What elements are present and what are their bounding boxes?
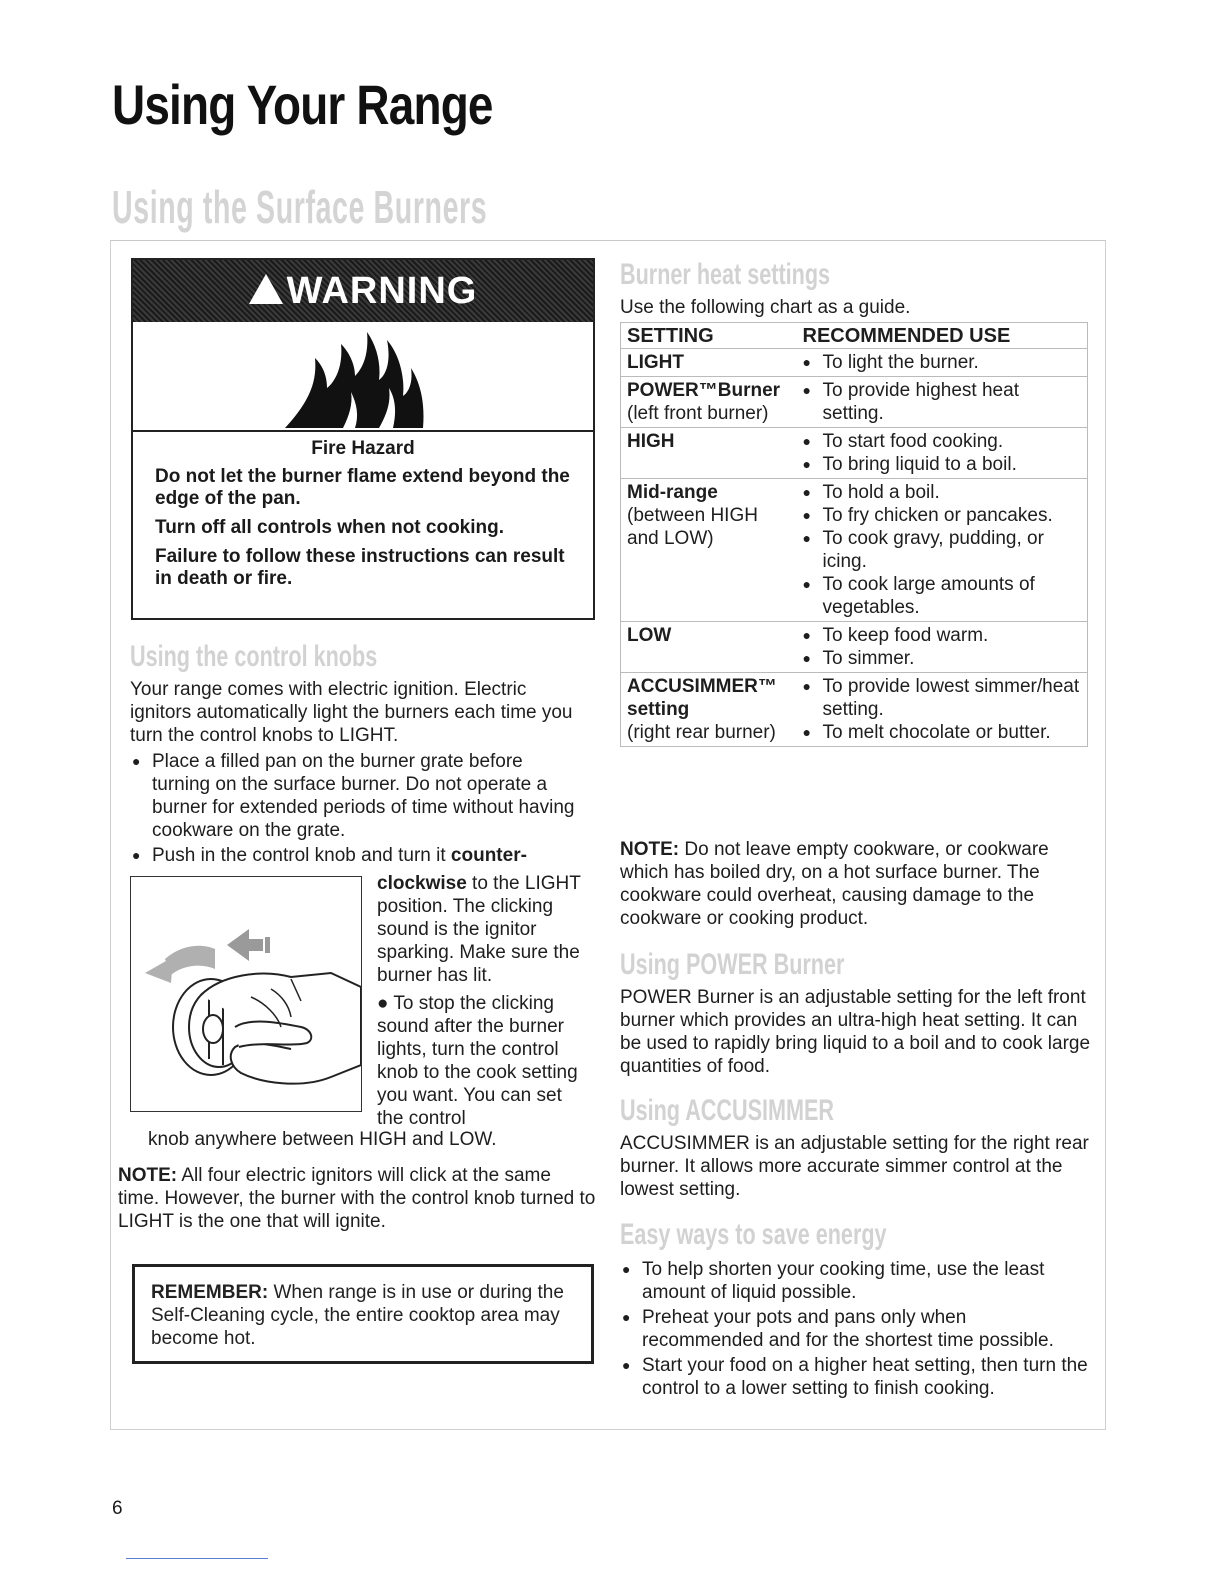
list-item: ● To keep food warm.	[803, 624, 1082, 647]
warning-icon-area	[133, 322, 593, 432]
use-cell	[797, 479, 1088, 622]
list-item: ● To start food cooking.	[803, 430, 1082, 453]
list-item: ● To cook gravy, pudding, or icing.	[803, 527, 1082, 573]
column-header-setting: SETTING	[621, 323, 797, 349]
use-list	[803, 481, 1082, 619]
footer-line	[126, 1558, 268, 1559]
warning-header-label: WARNING	[286, 269, 478, 312]
list-item: ● To fry chicken or pancakes.	[803, 504, 1082, 527]
setting-sub: (between HIGH and LOW)	[627, 505, 758, 549]
list-item: ● To light the burner.	[803, 351, 1082, 374]
setting-sub: (right rear burner)	[627, 722, 776, 743]
use-list	[803, 675, 1082, 744]
heat-settings-intro: Use the following chart as a guide.	[620, 297, 911, 318]
setting-sub: (left front burner)	[627, 403, 769, 424]
setting-name: ACCUSIMMER™ setting	[627, 676, 777, 720]
accusimmer-heading: Using ACCUSIMMER	[620, 1094, 834, 1127]
warning-line-1: Do not let the burner flame extend beyond the edge of the pan.	[155, 466, 570, 509]
hand-turning-knob-icon	[131, 877, 361, 1111]
use-list	[803, 379, 1082, 425]
table-header-row	[621, 323, 1088, 349]
list-item: ● Place a filled pan on the burner grate before turning on the surface burner. Do not operate a burner for extended periods of time without having cookware on the grate.	[130, 750, 585, 842]
use-cell	[797, 673, 1088, 747]
list-item: ● Start your food on a higher heat setting, then turn the control to a lower setting to finish cooking.	[620, 1354, 1090, 1400]
use-cell	[797, 428, 1088, 479]
use-list	[803, 430, 1082, 476]
page-title: Using Your Range	[112, 73, 493, 136]
table-row	[621, 349, 1088, 377]
sub-bullet: ● To stop the clicking sound after the burner lights, turn the control knob to the cook setting you want. You can set the control	[377, 993, 578, 1129]
column-header-use: RECOMMENDED USE	[797, 323, 1088, 349]
setting-cell	[621, 479, 797, 622]
warning-triangle-icon	[249, 274, 283, 304]
list-item: ● Push in the control knob and turn it counter-	[130, 844, 585, 867]
ignitor-note: NOTE: All four electric ignitors will click at the same time. However, the burner with the control knob turned to LIGHT is the one that will ignite.	[118, 1165, 596, 1232]
list-item: ● To provide highest heat setting.	[803, 379, 1082, 425]
control-knobs-intro: Your range comes with electric ignition. Electric ignitors automatically light the burners each time you turn the control knobs to LIGHT.	[130, 679, 573, 746]
counterclockwise-text: clockwise to the LIGHT position. The clicking sound is the ignitor sparking. Make sure the burner has lit.	[377, 873, 581, 986]
list-item: ● To simmer.	[803, 647, 1082, 670]
use-list	[803, 624, 1082, 670]
fire-icon	[283, 324, 433, 430]
page-number: 6	[112, 1498, 123, 1519]
remember-text: When range is in use or during the Self-Cleaning cycle, the entire cooktop area may become hot.	[151, 1282, 564, 1349]
remember-label: REMEMBER:	[151, 1282, 269, 1303]
table-row	[621, 622, 1088, 673]
heat-settings-heading: Burner heat settings	[620, 258, 831, 291]
setting-cell	[621, 428, 797, 479]
warning-line-3: Failure to follow these instructions can result in death or fire.	[155, 546, 565, 589]
control-knobs-bullets	[130, 750, 585, 869]
list-item: ● To help shorten your cooking time, use the least amount of liquid possible.	[620, 1258, 1090, 1304]
setting-name: LIGHT	[627, 352, 684, 373]
list-item: ● To cook large amounts of vegetables.	[803, 573, 1082, 619]
cookware-note: NOTE: Do not leave empty cookware, or cookware which has boiled dry, on a hot surface burner. The cookware could overheat, causing damage to the cookware or cooking product.	[620, 839, 1049, 929]
setting-cell	[621, 349, 797, 377]
setting-cell	[621, 673, 797, 747]
warning-text	[133, 432, 593, 590]
section-title: Using the Surface Burners	[112, 181, 488, 233]
setting-name: LOW	[627, 625, 672, 646]
accusimmer-text: ACCUSIMMER is an adjustable setting for the right rear burner. It allows more accurate simmer control at the lowest setting.	[620, 1133, 1089, 1200]
setting-name: HIGH	[627, 431, 675, 452]
heat-settings-table	[620, 322, 1088, 747]
setting-name: POWER™Burner	[627, 380, 781, 401]
energy-heading: Easy ways to save energy	[620, 1218, 887, 1251]
list-item: ● To provide lowest simmer/heat setting.	[803, 675, 1082, 721]
knob-illustration	[130, 876, 362, 1112]
use-cell	[797, 349, 1088, 377]
setting-cell	[621, 377, 797, 428]
table-row	[621, 377, 1088, 428]
use-cell	[797, 377, 1088, 428]
hazard-title: Fire Hazard	[311, 438, 415, 459]
setting-cell	[621, 622, 797, 673]
table-row	[621, 673, 1088, 747]
list-item: ● To bring liquid to a boil.	[803, 453, 1082, 476]
energy-tips-list	[620, 1258, 1090, 1402]
use-list	[803, 351, 1082, 374]
setting-name: Mid-range	[627, 482, 718, 503]
remember-box	[132, 1264, 594, 1364]
list-item: ● To hold a boil.	[803, 481, 1082, 504]
use-cell	[797, 622, 1088, 673]
control-knobs-heading: Using the control knobs	[130, 640, 378, 673]
sub-bullet-end: knob anywhere between HIGH and LOW.	[148, 1129, 497, 1150]
table-row	[621, 479, 1088, 622]
power-burner-text: POWER Burner is an adjustable setting for the left front burner which provides an ultra-high heat setting. It can be used to rapidly bring liquid to a boil and to cook large quantities of food.	[620, 987, 1091, 1077]
power-burner-heading: Using POWER Burner	[620, 948, 845, 981]
list-item: ● Preheat your pots and pans only when recommended and for the shortest time possible.	[620, 1306, 1090, 1352]
warning-box	[131, 258, 595, 620]
warning-line-2: Turn off all controls when not cooking.	[155, 517, 505, 538]
warning-header	[133, 260, 593, 322]
list-item: ● To melt chocolate or butter.	[803, 721, 1082, 744]
table-row	[621, 428, 1088, 479]
